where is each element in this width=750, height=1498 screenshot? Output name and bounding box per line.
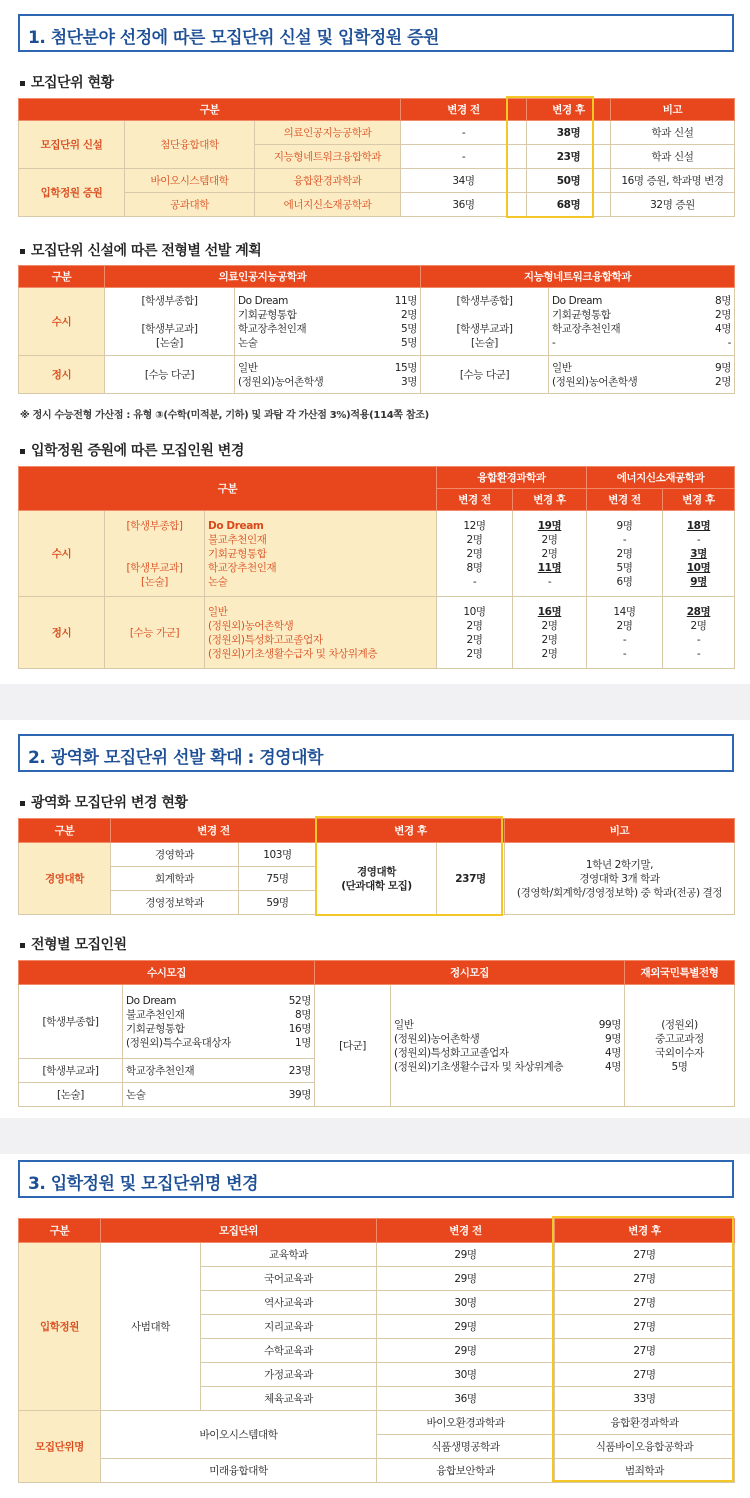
- list-item: 일반 99명: [394, 1018, 622, 1031]
- before-cell: 36명: [377, 1387, 555, 1411]
- after-cell: 27명: [555, 1315, 735, 1339]
- admission-type-table: [18, 960, 735, 1107]
- after-cell: 27명: [555, 1267, 735, 1291]
- th-after: 변경 후: [513, 489, 587, 511]
- th-before: 변경 전: [437, 489, 513, 511]
- list-item: 논술 39명: [123, 1083, 315, 1107]
- dept-cell: 의료인공지능공학과: [255, 121, 401, 145]
- section-1-title: 1. 첨단분야 선정에 따른 모집단위 신설 및 입학정원 증원: [18, 14, 734, 52]
- list-item: 논술 5명: [238, 336, 417, 349]
- list-item: 일반 15명: [238, 361, 417, 374]
- college-label: 경영대학: [19, 843, 111, 915]
- before-cell: 30명: [377, 1363, 555, 1387]
- quota-label: 입학정원: [19, 1243, 101, 1411]
- th-category: 구분: [19, 99, 401, 121]
- list-item: 학교장추천인재 5명: [238, 322, 417, 335]
- section-gap: [0, 1118, 750, 1154]
- before-cell: 29명: [377, 1267, 555, 1291]
- after-cell: 융합환경과학과: [555, 1411, 735, 1435]
- energy-before-list: 14명 2명 - -: [587, 597, 663, 669]
- after-cell: 50명: [527, 169, 611, 193]
- track-label: [수능 다군]: [105, 356, 235, 394]
- after-cell: 27명: [555, 1243, 735, 1267]
- dept-cell: 역사교육과: [201, 1291, 377, 1315]
- after-cell: 범죄학과: [555, 1459, 735, 1483]
- env-after-list: 19명 2명 2명 11명 -: [513, 511, 587, 597]
- th-unit: 모집단위: [101, 1219, 377, 1243]
- college-cell: 바이오시스템대학: [125, 169, 255, 193]
- after-cell: 27명: [555, 1363, 735, 1387]
- th-dept-energy: 에너지신소재공학과: [587, 467, 735, 489]
- network-jungsi-list: [549, 356, 735, 394]
- ai-jungsi-list: [235, 356, 421, 394]
- after-cell: 33명: [555, 1387, 735, 1411]
- count-cell: 103명: [239, 843, 317, 867]
- count-cell: 59명: [239, 891, 317, 915]
- th-dept-env: 융합환경과학과: [437, 467, 587, 489]
- th-note: 비고: [611, 99, 735, 121]
- list-item: Do Dream 52명: [126, 994, 312, 1007]
- track-cell: [105, 288, 235, 356]
- before-cell: 29명: [377, 1339, 555, 1363]
- list-item: 학교장추천인재 4명: [552, 322, 731, 335]
- after-cell: 27명: [555, 1339, 735, 1363]
- susi-screening-list: Do Dream 불교추천인재 기회균형통합 학교장추천인재 논술: [205, 511, 437, 597]
- track-label: [다군]: [315, 985, 391, 1107]
- jungsi-screening-list: 일반 (정원외)농어촌학생 (정원외)특성화고교졸업자 (정원외)기초생활수급자 및 차상위계층: [205, 597, 437, 669]
- list-item: 학교장추천인재 23명: [123, 1059, 315, 1083]
- dept-cell: 경영학과: [111, 843, 239, 867]
- env-before-list: 12명 2명 2명 8명 -: [437, 511, 513, 597]
- track-label: [수능 가군]: [105, 597, 205, 669]
- network-susi-list: [549, 288, 735, 356]
- env-before-list: 10명 2명 2명 2명: [437, 597, 513, 669]
- th-before: 변경 전: [587, 489, 663, 511]
- track-label: [논술]: [471, 336, 498, 349]
- section-3-title: 3. 입학정원 및 모집단위명 변경: [18, 1160, 734, 1198]
- section-gap: [0, 684, 750, 720]
- list-item: (정원외)농어촌학생 3명: [238, 375, 417, 388]
- after-count: 237명: [437, 843, 505, 915]
- th-category: 구분: [19, 266, 105, 288]
- track-label: [논술]: [19, 1083, 123, 1107]
- th-note: 비고: [505, 819, 735, 843]
- overseas-list: (정원외) 중고교과정 국외이수자 5명: [625, 985, 735, 1107]
- energy-before-list: 9명 - 2명 5명 6명: [587, 511, 663, 597]
- before-cell: 36명: [401, 193, 527, 217]
- before-cell: 29명: [377, 1315, 555, 1339]
- recruit-unit-status-table: [18, 98, 735, 217]
- list-item: Do Dream 11명: [238, 294, 417, 307]
- track-label: [학생부교과]: [456, 322, 513, 335]
- th-after: 변경 후: [317, 819, 505, 843]
- susi-label: 수시: [19, 511, 105, 597]
- after-cell: 27명: [555, 1291, 735, 1315]
- th-before: 변경 전: [377, 1219, 555, 1243]
- th-category: 구분: [19, 467, 437, 511]
- jungsi-label: 정시: [19, 356, 105, 394]
- dept-cell: 융합환경과학과: [255, 169, 401, 193]
- table-5-heading: 전형별 모집인원: [20, 934, 127, 954]
- th-dept-ai: 의료인공지능공학과: [105, 266, 421, 288]
- quota-name-change-table: [18, 1218, 735, 1483]
- jungsi-list: [391, 985, 625, 1107]
- before-cell: -: [401, 145, 527, 169]
- th-after: 변경 후: [555, 1219, 735, 1243]
- track-cell: [학생부종합] [학생부교과] [논술]: [105, 511, 205, 597]
- th-category: 구분: [19, 819, 111, 843]
- energy-after-list: 28명 2명 - -: [663, 597, 735, 669]
- list-item: (정원외)기초생활수급자 및 차상위계층 4명: [394, 1060, 622, 1073]
- college-cell: 첨단융합대학: [125, 121, 255, 169]
- table-3-heading: 입학정원 증원에 따른 모집인원 변경: [20, 440, 244, 460]
- track-cell: [421, 288, 549, 356]
- energy-after-list: 18명 - 3명 10명 9명: [663, 511, 735, 597]
- list-item: 일반 9명: [552, 361, 731, 374]
- before-cell: 30명: [377, 1291, 555, 1315]
- dept-cell: 회계학과: [111, 867, 239, 891]
- note-cell: 32명 증원: [611, 193, 735, 217]
- before-cell: 식품생명공학과: [377, 1435, 555, 1459]
- note-cell: 16명 증원, 학과명 변경: [611, 169, 735, 193]
- list-item: (정원외)특성화고교졸업자 4명: [394, 1046, 622, 1059]
- list-item: 기회균형통합 2명: [238, 308, 417, 321]
- college-cell: 바이오시스템대학: [101, 1411, 377, 1459]
- dept-cell: 경영정보학과: [111, 891, 239, 915]
- after-cell: 68명: [527, 193, 611, 217]
- susi-list: [123, 985, 315, 1059]
- th-before: 변경 전: [401, 99, 527, 121]
- dept-cell: 지리교육과: [201, 1315, 377, 1339]
- list-item: (정원외)특수교육대상자 1명: [126, 1036, 312, 1049]
- college-cell: 사범대학: [101, 1243, 201, 1411]
- after-cell: 23명: [527, 145, 611, 169]
- wide-unit-table: [18, 818, 735, 915]
- list-item: 기회균형통합 2명: [552, 308, 731, 321]
- list-item: (정원외)농어촌학생 2명: [552, 375, 731, 388]
- college-cell: 공과대학: [125, 193, 255, 217]
- before-cell: 바이오환경과학과: [377, 1411, 555, 1435]
- quota-change-table: [18, 466, 735, 669]
- list-item: - -: [552, 336, 731, 349]
- after-unit: 경영대학 (단과대학 모집): [317, 843, 437, 915]
- table-4-heading: 광역화 모집단위 변경 현황: [20, 792, 187, 812]
- note-cell: 1학년 2학기말, 경영대학 3개 학과 (경영학/회계학/경영정보학) 중 학과(전공) 결정: [505, 843, 735, 915]
- dept-cell: 교육학과: [201, 1243, 377, 1267]
- track-label: [논술]: [156, 336, 183, 349]
- table-2-heading: 모집단위 신설에 따른 전형별 선발 계획: [20, 240, 261, 260]
- row-label: 모집단위 신설: [19, 121, 125, 169]
- before-cell: 융합보안학과: [377, 1459, 555, 1483]
- note-cell: 학과 신설: [611, 121, 735, 145]
- count-cell: 75명: [239, 867, 317, 891]
- dept-cell: 에너지신소재공학과: [255, 193, 401, 217]
- selection-plan-table: [18, 265, 735, 394]
- susi-label: 수시: [19, 288, 105, 356]
- college-cell: 미래융합대학: [101, 1459, 377, 1483]
- after-cell: 식품바이오융합공학과: [555, 1435, 735, 1459]
- list-item: Do Dream 8명: [552, 294, 731, 307]
- ai-susi-list: [235, 288, 421, 356]
- track-label: [학생부교과]: [19, 1059, 123, 1083]
- dept-cell: 체육교육과: [201, 1387, 377, 1411]
- th-after: 변경 후: [527, 99, 611, 121]
- row-label: 입학정원 증원: [19, 169, 125, 217]
- track-label: [학생부종합]: [456, 294, 513, 307]
- before-cell: 29명: [377, 1243, 555, 1267]
- th-after: 변경 후: [663, 489, 735, 511]
- note-cell: 학과 신설: [611, 145, 735, 169]
- th-category: 구분: [19, 1219, 101, 1243]
- before-cell: 34명: [401, 169, 527, 193]
- th-overseas: 재외국민특별전형: [625, 961, 735, 985]
- env-after-list: 16명 2명 2명 2명: [513, 597, 587, 669]
- dept-cell: 국어교육과: [201, 1267, 377, 1291]
- track-label: [학생부종합]: [141, 294, 198, 307]
- track-label: [학생부교과]: [141, 322, 198, 335]
- section-2-title: 2. 광역화 모집단위 선발 확대 : 경영대학: [18, 734, 734, 772]
- th-susi: 수시모집: [19, 961, 315, 985]
- list-item: (정원외)농어촌학생 9명: [394, 1032, 622, 1045]
- dept-cell: 수학교육과: [201, 1339, 377, 1363]
- list-item: 기회균형통합 16명: [126, 1022, 312, 1035]
- th-dept-network: 지능형네트워크융합학과: [421, 266, 735, 288]
- jungsi-label: 정시: [19, 597, 105, 669]
- before-cell: -: [401, 121, 527, 145]
- track-label: [수능 다군]: [421, 356, 549, 394]
- bonus-note: ※ 정시 수능전형 가산점 : 유형 ③(수학(미적분, 기하) 및 과탐 각 가산점 3%)적용(114쪽 참조): [20, 410, 429, 421]
- dept-cell: 가정교육과: [201, 1363, 377, 1387]
- after-cell: 38명: [527, 121, 611, 145]
- table-1-heading: 모집단위 현황: [20, 72, 114, 92]
- list-item: 불교추천인재 8명: [126, 1008, 312, 1021]
- dept-cell: 지능형네트워크융합학과: [255, 145, 401, 169]
- track-label: [학생부종합]: [19, 985, 123, 1059]
- unit-name-label: 모집단위명: [19, 1411, 101, 1483]
- th-before: 변경 전: [111, 819, 317, 843]
- th-jungsi: 정시모집: [315, 961, 625, 985]
